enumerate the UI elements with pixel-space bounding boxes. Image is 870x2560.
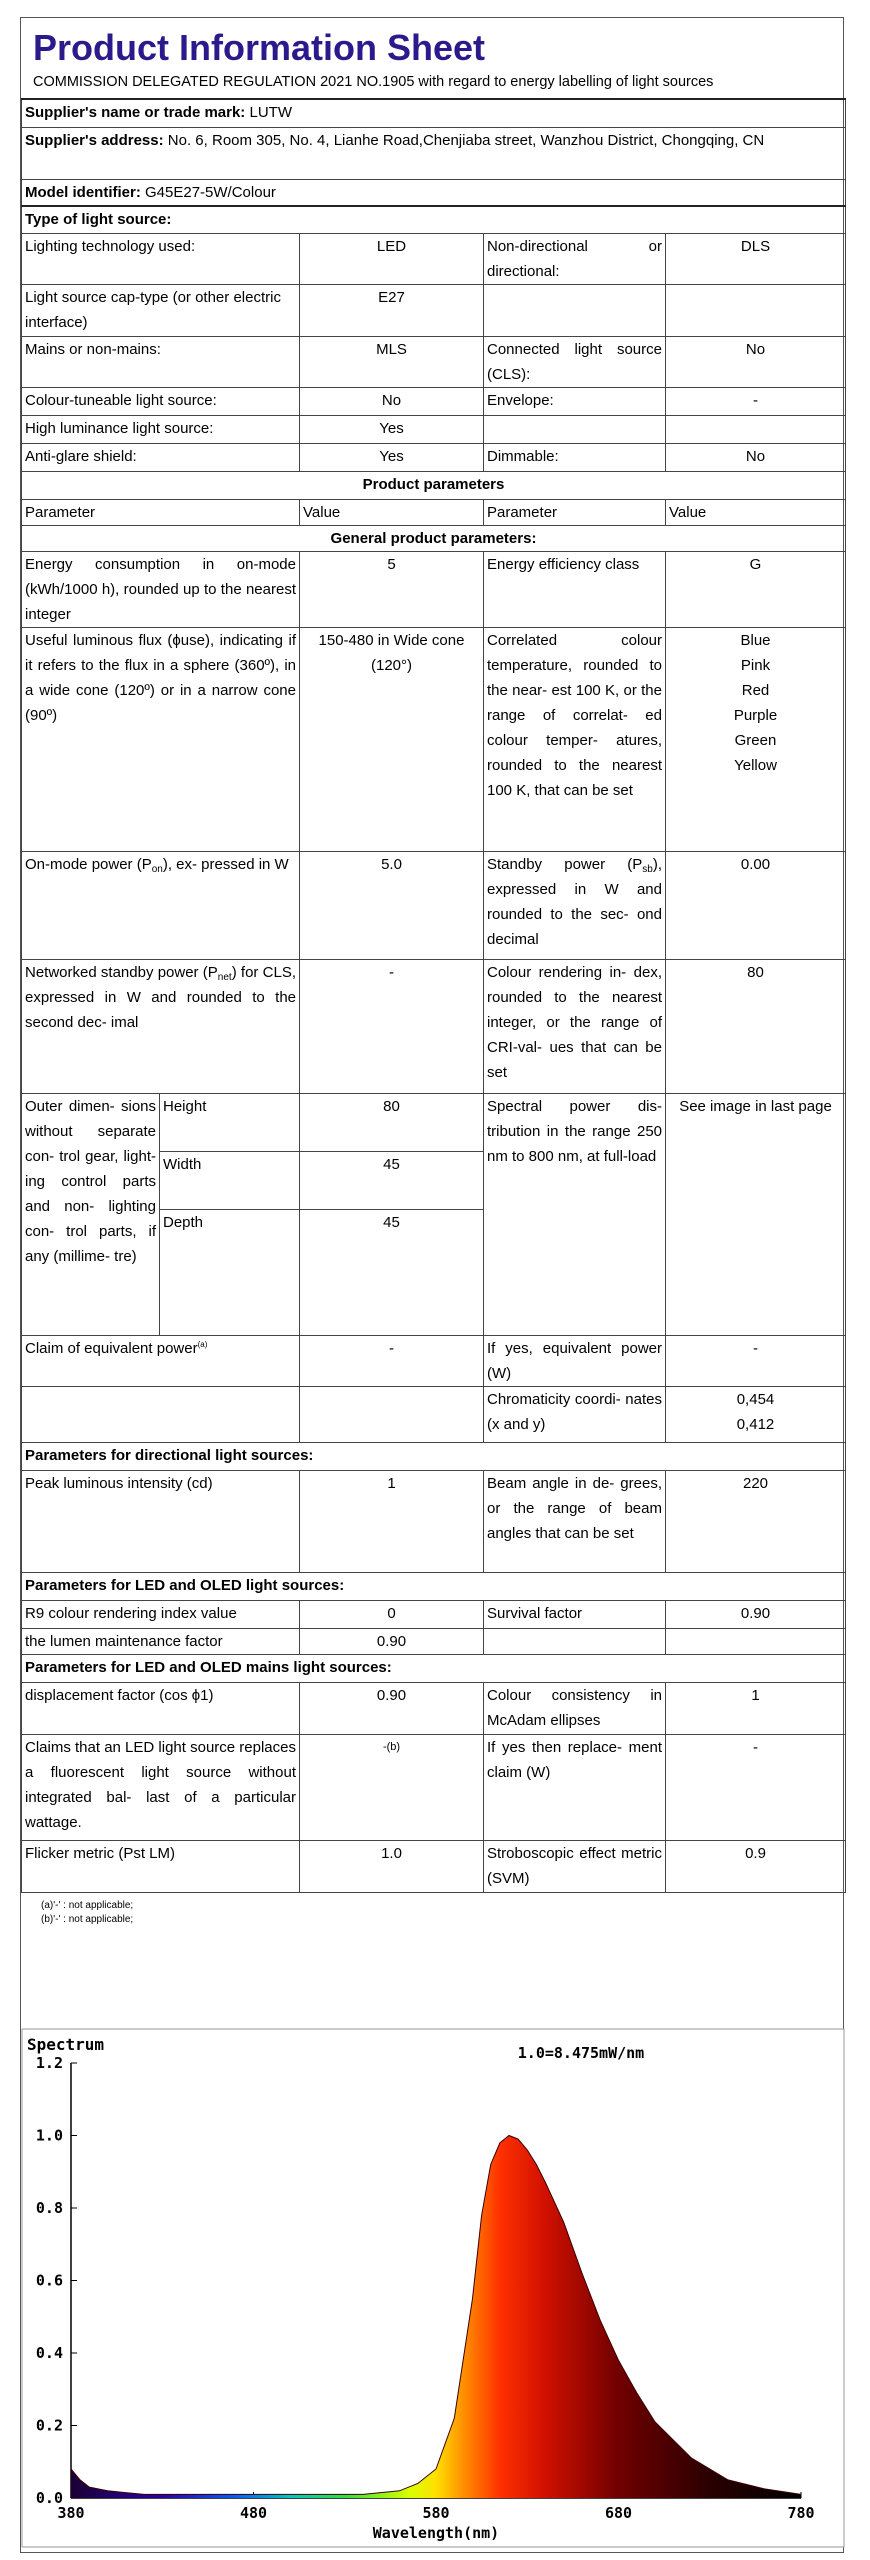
general-parameters-heading: General product parameters: xyxy=(22,526,846,552)
peak-intensity-value: 1 xyxy=(300,1471,484,1573)
spectrum-chart xyxy=(21,2028,845,2548)
col-value-2: Value xyxy=(666,500,846,526)
beam-angle-label: Beam angle in de- grees, or the range of beam angles that can be set xyxy=(484,1471,666,1573)
fluorescent-claim-value: -(b) xyxy=(300,1735,484,1841)
x-axis-label: Wavelength(nm) xyxy=(372,2524,500,2542)
glare-value: Yes xyxy=(300,444,484,472)
replacement-watt-label: If yes then replace- ment claim (W) xyxy=(484,1735,666,1841)
nondir-value: DLS xyxy=(666,234,846,285)
flicker-label: Flicker metric (Pst LM) xyxy=(22,1841,300,1893)
y-tick-label: 0.8 xyxy=(35,2199,63,2217)
displacement-value: 0.90 xyxy=(300,1683,484,1735)
y-tick-label: 1.2 xyxy=(35,2054,63,2072)
equivalent-power-value: - xyxy=(300,1336,484,1387)
col-value: Value xyxy=(300,500,484,526)
width-value: 45 xyxy=(300,1152,484,1210)
survival-value: 0.90 xyxy=(666,1601,846,1629)
supplier-address-label: Supplier's address: xyxy=(25,131,164,149)
supplier-address-value: No. 6, Room 305, No. 4, Lianhe Road,Chenjiaba street, Wanzhou District, Chongqing, CN xyxy=(167,131,765,149)
r9-label: R9 colour rendering index value xyxy=(22,1601,300,1629)
y-tick-label: 1.0 xyxy=(35,2126,63,2145)
cct-label: Correlated colour temperature, rounded to the near- est 100 K, or the range of correlat- ed colour temper- atures, rounded to the nearest 100 K, that can be set xyxy=(484,628,666,852)
footnote-b: (b)'-' : not applicable; xyxy=(41,1914,134,1925)
page-title: Product Information Sheet xyxy=(33,27,486,68)
stroboscopic-label: Stroboscopic effect metric (SVM) xyxy=(484,1841,666,1893)
footnotes xyxy=(21,1893,843,1931)
networked-standby-label: Networked standby power $(P_{net})$ for CLS, expressed in W and rounded to the second dec- imal xyxy=(22,960,300,1094)
lumen-maintenance-value: 0.90 xyxy=(300,1629,484,1655)
y-tick-label: 0.4 xyxy=(35,2344,63,2362)
y-tick-label: 0.0 xyxy=(35,2489,63,2507)
supplier-name-row xyxy=(22,99,846,127)
cct-value: Pink xyxy=(740,657,771,674)
standby-power-label: Standby power $(P_{sb})$, expressed in W and rounded to the sec- ond decimal xyxy=(484,852,666,960)
spd-value: See image in last page xyxy=(666,1094,846,1336)
x-tick-label: 780 xyxy=(787,2504,815,2522)
product-parameters-heading: Product parameters xyxy=(22,472,846,500)
cct-value: Red xyxy=(741,682,770,699)
beam-angle-value: 220 xyxy=(666,1471,846,1573)
cap-label: Light source cap-type (or other electric interface) xyxy=(22,285,300,337)
tech-value: LED xyxy=(300,234,484,285)
stroboscopic-value: 0.9 xyxy=(666,1841,846,1893)
supplier-name-label: Supplier's name or trade mark: xyxy=(25,104,246,121)
dimmable-value: No xyxy=(666,444,846,472)
x-tick-label: 380 xyxy=(57,2504,85,2522)
survival-label: Survival factor xyxy=(484,1601,666,1629)
cri-label: Colour rendering in- dex, rounded to the nearest integer, or the range of CRI-val- ues that can be set xyxy=(484,960,666,1094)
lumen-maintenance-label: the lumen maintenance factor xyxy=(22,1629,300,1655)
eclass-value: G xyxy=(666,552,846,628)
colour-consistency-label: Colour consistency in McAdam ellipses xyxy=(484,1683,666,1735)
width-label: Width xyxy=(160,1152,300,1210)
spectrum-svg xyxy=(21,2028,845,2548)
chart-frame xyxy=(22,2029,844,2547)
r9-value: 0 xyxy=(300,1601,484,1629)
on-mode-power-label: On-mode power $(P_{on})$, ex- pressed in W xyxy=(22,852,300,960)
highlum-value: Yes xyxy=(300,416,484,444)
replacement-watt-value: - xyxy=(666,1735,846,1841)
energy-value: 5 xyxy=(300,552,484,628)
equivalent-watt-value: - xyxy=(666,1336,846,1387)
cct-value: Blue xyxy=(740,632,771,649)
col-parameter-2: Parameter xyxy=(484,500,666,526)
flux-label: Useful luminous flux (ϕuse), indicating if it refers to the flux in a sphere (360º), in a wide cone (120º) or in a narrow cone (90º) xyxy=(22,628,300,852)
supplier-name-value: LUTW xyxy=(249,104,292,121)
envelope-value: - xyxy=(666,388,846,416)
energy-label: Energy consumption in on-mode (kWh/1000 h), rounded up to the nearest integer xyxy=(22,552,300,628)
chromaticity-label: Chromaticity coordi- nates (x and y) xyxy=(484,1387,666,1443)
flicker-value: 1.0 xyxy=(300,1841,484,1893)
cct-value: Purple xyxy=(733,707,778,724)
eclass-label: Energy efficiency class xyxy=(484,552,666,628)
chromaticity-values xyxy=(666,1387,846,1443)
chromaticity-y: 0,412 xyxy=(736,1416,775,1433)
standby-power-value: 0.00 xyxy=(666,852,846,960)
sheet-header xyxy=(21,18,843,98)
equivalent-watt-label: If yes, equivalent power (W) xyxy=(484,1336,666,1387)
networked-standby-value: - xyxy=(300,960,484,1094)
height-label: Height xyxy=(160,1094,300,1152)
mains-label: Mains or non-mains: xyxy=(22,337,300,388)
tune-label: Colour-tuneable light source: xyxy=(22,388,300,416)
footnote-a: (a)'-' : not applicable; xyxy=(41,1900,134,1911)
depth-value: 45 xyxy=(300,1210,484,1336)
colour-consistency-value: 1 xyxy=(666,1683,846,1735)
regulation-subtitle: COMMISSION DELEGATED REGULATION 2021 NO.1905 with regard to energy labelling of light sources xyxy=(33,74,714,90)
x-tick-label: 580 xyxy=(422,2504,450,2522)
equivalent-power-label: Claim of equivalent power$^{(a)}$ xyxy=(22,1336,300,1387)
directional-heading: Parameters for directional light sources: xyxy=(22,1443,846,1471)
depth-label: Depth xyxy=(160,1210,300,1336)
chart-title: Spectrum xyxy=(27,2035,105,2054)
tune-value: No xyxy=(300,388,484,416)
y-tick-label: 0.6 xyxy=(35,2271,63,2290)
displacement-label: displacement factor (cos ϕ1) xyxy=(22,1683,300,1735)
highlum-label: High luminance light source: xyxy=(22,416,300,444)
peak-intensity-label: Peak luminous intensity (cd) xyxy=(22,1471,300,1573)
type-heading: Type of light source: xyxy=(22,206,846,234)
supplier-address-row xyxy=(22,127,846,179)
tech-label: Lighting technology used: xyxy=(22,234,300,285)
flux-value: 150-480 in Wide cone (120°) xyxy=(300,628,484,852)
cls-label: Connected light source (CLS): xyxy=(484,337,666,388)
fluorescent-claim-label: Claims that an LED light source replaces a fluorescent light source without integrated bal- last of a particular wattage. xyxy=(22,1735,300,1841)
x-tick-label: 680 xyxy=(604,2504,633,2522)
dimensions-label: Outer dimen- sions without separate con- trol gear, light- ing control parts and non- lighting con- trol parts, if any (millime- tre) xyxy=(22,1094,160,1336)
chart-annotation: 1.0=8.475mW/nm xyxy=(517,2044,645,2062)
y-tick-label: 0.2 xyxy=(35,2416,63,2435)
model-identifier-label: Model identifier: xyxy=(25,183,141,201)
col-parameter: Parameter xyxy=(22,500,300,526)
model-identifier-value: G45E27-5W/Colour xyxy=(145,183,276,201)
cct-values xyxy=(666,628,846,852)
product-information-sheet xyxy=(20,17,844,2553)
mains-value: MLS xyxy=(300,337,484,388)
led-heading: Parameters for LED and OLED light sources: xyxy=(22,1573,846,1601)
nondir-label: Non-directional or directional: xyxy=(484,234,666,285)
spd-label: Spectral power dis- tribution in the range 250 nm to 800 nm, at full-load xyxy=(484,1094,666,1336)
x-tick-label: 480 xyxy=(239,2504,268,2522)
mains-heading: Parameters for LED and OLED mains light sources: xyxy=(22,1655,846,1683)
height-value: 80 xyxy=(300,1094,484,1152)
info-table xyxy=(21,98,846,1893)
cap-value: E27 xyxy=(300,285,484,337)
glare-label: Anti-glare shield: xyxy=(22,444,300,472)
cri-value: 80 xyxy=(666,960,846,1094)
envelope-label: Envelope: xyxy=(484,388,666,416)
cls-value: No xyxy=(666,337,846,388)
model-identifier-row xyxy=(22,179,846,206)
cct-value: Green xyxy=(734,732,777,749)
cct-value: Yellow xyxy=(734,757,777,774)
dimmable-label: Dimmable: xyxy=(484,444,666,472)
chromaticity-x: 0,454 xyxy=(736,1391,775,1408)
on-mode-power-value: 5.0 xyxy=(300,852,484,960)
